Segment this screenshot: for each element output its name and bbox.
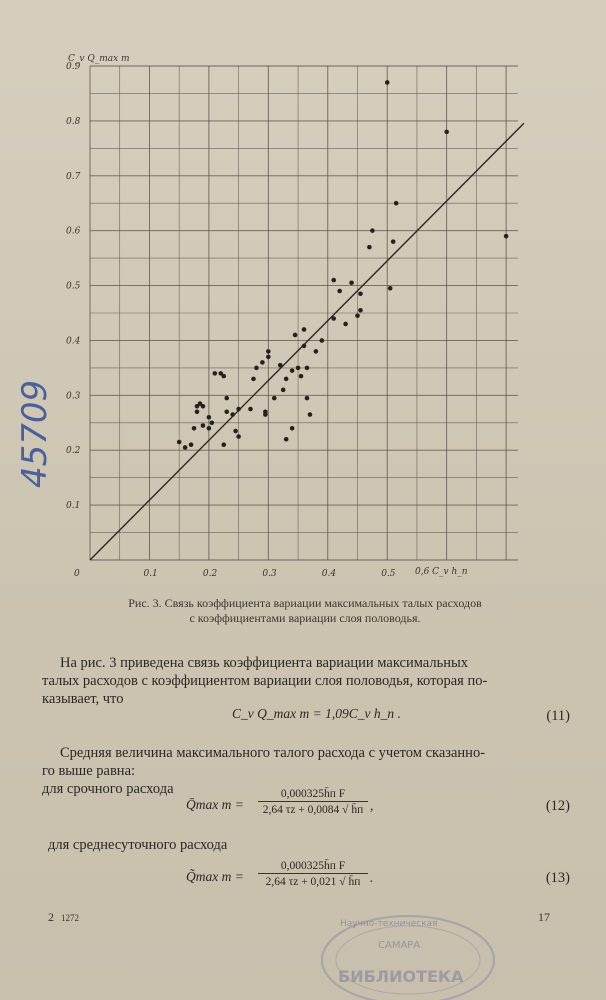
data-point — [195, 410, 200, 415]
data-point — [302, 344, 307, 349]
footer-signature — [48, 910, 79, 925]
x-tick-label: 0.4 — [321, 569, 337, 579]
data-point — [266, 355, 271, 360]
paragraph-1-line-3: казывает, что — [42, 691, 124, 707]
data-point — [201, 423, 206, 428]
scatter-chart — [60, 50, 530, 590]
data-point — [331, 278, 336, 283]
data-point — [305, 366, 310, 371]
data-point — [210, 420, 215, 425]
data-point — [358, 308, 363, 313]
eq12-number: (12) — [545, 798, 570, 814]
data-points — [177, 80, 509, 450]
data-point — [213, 371, 218, 376]
eq13-numerator: 0,000325h̄п F — [258, 860, 368, 874]
data-point — [308, 412, 313, 417]
label-daily-discharge: для среднесуточного расхода — [48, 837, 228, 853]
y-tick-label: 0.5 — [66, 281, 81, 292]
x-tick-label: 0.5 — [381, 569, 396, 579]
data-point — [233, 429, 238, 434]
data-point — [224, 410, 229, 415]
data-point — [320, 338, 325, 343]
eq13-denominator: 2,64 τz + 0,021 √ h̄п — [265, 876, 361, 888]
data-point — [254, 366, 259, 371]
data-point — [177, 440, 182, 445]
data-point — [290, 426, 295, 431]
data-point — [272, 396, 277, 401]
data-point — [251, 377, 256, 382]
data-point — [314, 349, 319, 354]
data-point — [343, 322, 348, 327]
y-tick-label: 0.6 — [66, 226, 81, 237]
footer-signature-number: 2 — [48, 910, 54, 924]
x-tick-label: 0.3 — [262, 569, 277, 579]
stamp-bottom-text: БИБЛИОТЕКА — [338, 967, 464, 986]
equation-11 — [232, 706, 401, 722]
y-tick-label: 0.3 — [66, 391, 81, 402]
data-point — [266, 349, 271, 354]
data-point — [192, 426, 197, 431]
x-axis-label: 0,6 C_v h_п — [415, 567, 468, 577]
data-point — [224, 396, 229, 401]
data-point — [290, 368, 295, 373]
caption-line-1: Рис. 3. Связь коэффициента вариации максимальных талых расходов — [128, 596, 482, 610]
eq11-lhs: C_v Q_max т — [232, 706, 310, 721]
data-point — [221, 442, 226, 447]
data-point — [284, 377, 289, 382]
eq13-fraction — [258, 860, 368, 888]
eq11-number: (11) — [546, 708, 570, 724]
eq12-lhs: Q̄max т = — [186, 797, 244, 812]
handwritten-inventory-number — [10, 340, 60, 490]
eq11-rhs: = 1,09C_v h_п . — [312, 706, 401, 721]
paragraph-2-line-2: го выше равна: — [42, 763, 136, 779]
data-point — [236, 434, 241, 439]
data-point — [302, 327, 307, 332]
data-point — [299, 374, 304, 379]
data-point — [248, 407, 253, 412]
data-point — [284, 437, 289, 442]
y-axis-label: C_v Q_max т — [68, 54, 130, 64]
stamp-top-text: Научно-техническая — [340, 919, 438, 929]
x-tick-label: 0.2 — [202, 569, 218, 579]
chart-grid — [90, 66, 518, 560]
x-tick-label: 0 — [74, 569, 80, 579]
data-point — [370, 228, 375, 233]
library-stamp — [318, 908, 498, 1000]
data-point — [296, 366, 301, 371]
paragraph-1 — [42, 654, 582, 708]
data-point — [207, 415, 212, 420]
data-point — [207, 426, 212, 431]
eq13-number: (13) — [545, 870, 570, 886]
eq12-fraction — [258, 788, 368, 816]
data-point — [394, 201, 399, 206]
eq13-tail: . — [370, 870, 374, 885]
data-point — [278, 363, 283, 368]
data-point — [349, 281, 354, 286]
data-point — [337, 289, 342, 294]
y-tick-label: 0.2 — [66, 446, 81, 457]
y-tick-label: 0.1 — [66, 501, 81, 512]
trend-line-group — [90, 123, 524, 560]
data-point — [444, 130, 449, 135]
y-tick-label: 0.8 — [66, 116, 81, 127]
data-point — [183, 445, 188, 450]
paragraph-2-line-1: Средняя величина максимального талого расхода с учетом сказанно- — [60, 745, 486, 761]
data-point — [385, 80, 390, 85]
data-point — [260, 360, 265, 365]
handwritten-number-text: 45709 — [15, 379, 55, 488]
data-point — [263, 410, 268, 415]
data-point — [189, 442, 194, 447]
eq12-denominator: 2,64 τz + 0,0084 √ h̄п — [262, 804, 364, 816]
figure-caption — [40, 596, 570, 626]
data-point — [367, 245, 372, 250]
trend-line — [90, 123, 524, 560]
x-tick-label: 0.1 — [143, 569, 158, 579]
data-point — [305, 396, 310, 401]
data-point — [358, 291, 363, 296]
data-point — [221, 374, 226, 379]
paragraph-1-line-2: талых расходов с коэффициентом вариации слоя половодья, которая по- — [42, 673, 488, 689]
y-tick-label: 0.7 — [66, 171, 81, 182]
data-point — [388, 286, 393, 291]
data-point — [230, 412, 235, 417]
y-tick-label: 0.4 — [66, 336, 81, 347]
data-point — [504, 234, 509, 239]
data-point — [391, 239, 396, 244]
footer-print-number: 1272 — [61, 913, 79, 923]
y-tick-label: 0.9 — [66, 62, 81, 72]
data-point — [281, 388, 286, 393]
caption-line-2: с коэффициентами вариации слоя половодья. — [189, 611, 421, 625]
eq12-tail: , — [370, 798, 374, 813]
chart-ticks — [66, 62, 396, 579]
data-point — [201, 404, 206, 409]
paragraph-2-line-3: для срочного расхода — [42, 781, 174, 797]
stamp-middle-text: САМАРА — [378, 940, 421, 951]
eq12-numerator: 0,000325h̄п F — [258, 788, 368, 802]
data-point — [331, 316, 336, 321]
data-point — [293, 333, 298, 338]
page-number: 17 — [538, 910, 550, 924]
eq13-lhs: Q̃max т = — [186, 869, 244, 884]
data-point — [236, 407, 241, 412]
data-point — [355, 313, 360, 318]
paragraph-1-line-1: На рис. 3 приведена связь коэффициента вариации максимальных — [60, 655, 468, 671]
